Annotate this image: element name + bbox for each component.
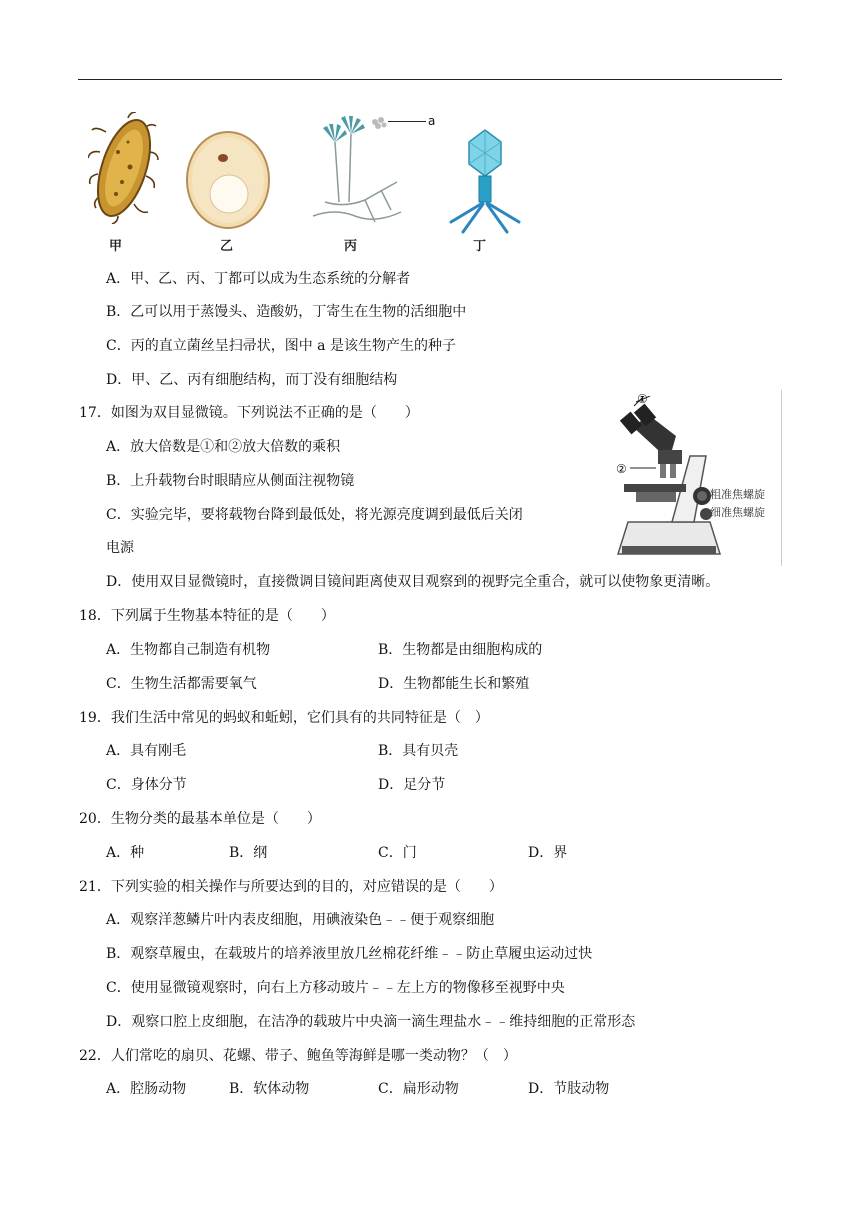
q19-option-d: D．足分节 [378,777,446,793]
q17-option-a: A．放大倍数是①和②放大倍数的乘积 [106,439,341,455]
q17-option-c: C．实验完毕，要将载物台降到最低处，将光源亮度调到最低后关闭 [106,507,523,523]
q17-stem: 17．如图为双目显微镜。下列说法不正确的是（ ） [79,405,419,421]
q20-option-d: D．界 [528,845,568,861]
q21-option-a: A．观察洋葱鳞片叶内表皮细胞，用碘液染色﹣﹣便于观察细胞 [106,912,495,928]
q20-option-b: B．纲 [229,845,268,861]
q19-option-a: A．具有刚毛 [106,743,187,759]
microscope-illustration [614,396,724,564]
yeast-cell-illustration [185,130,271,230]
microscope-label-2: ② [616,462,627,476]
q16-option-c: C．丙的直立菌丝呈扫帚状，图中 a 是该生物产生的种子 [106,338,456,354]
figure-label-jia: 甲 [109,239,123,254]
q21-option-c: C．使用显微镜观察时，向右上方移动玻片﹣﹣左上方的物像移至视野中央 [106,980,565,996]
q19-stem: 19．我们生活中常见的蚂蚁和蚯蚓，它们具有的共同特征是（ ） [79,710,489,726]
q19-option-c: C．身体分节 [106,777,187,793]
q21-option-d: D．观察口腔上皮细胞，在洁净的载玻片中央滴一滴生理盐水﹣﹣维持细胞的正常形态 [106,1014,636,1030]
label-line-a [388,121,426,122]
q17-option-b: B．上升载物台时眼睛应从侧面注视物镜 [106,473,355,489]
q21-stem: 21．下列实验的相关操作与所要达到的目的，对应错误的是（ ） [79,879,503,895]
figure-label-ding: 丁 [473,239,487,254]
q17-option-d: D．使用双目显微镜时，直接微调目镜间距离使双目观察到的视野完全重合，就可以使物象更清晰。 [106,574,720,590]
microscope-label-fine-focus: 细准焦螺旋 [710,506,765,519]
q18-stem: 18．下列属于生物基本特征的是（ ） [79,608,335,624]
q16-option-d: D．甲、乙、丙有细胞结构，而丁没有细胞结构 [106,372,398,388]
figure-label-yi: 乙 [220,239,234,254]
q16-option-b: B．乙可以用于蒸馒头、造酸奶，丁寄生在生物的活细胞中 [106,304,467,320]
q22-stem: 22．人们常吃的扇贝、花螺、带子、鲍鱼等海鲜是哪一类动物？（ ） [79,1048,517,1064]
virus-illustration [445,128,525,240]
q20-stem: 20．生物分类的最基本单位是（ ） [79,811,321,827]
q22-option-a: A．腔肠动物 [106,1081,187,1097]
q18-option-d: D．生物都能生长和繁殖 [378,676,530,692]
bacterium-illustration [88,112,160,224]
q22-option-c: C．扁形动物 [378,1081,459,1097]
label-a: a [428,114,436,128]
q17-option-c-cont: 电源 [106,540,134,556]
figure-label-bing: 丙 [344,239,358,254]
q20-option-a: A．种 [106,845,145,861]
q20-option-c: C．门 [378,845,417,861]
q19-option-b: B．具有贝壳 [378,743,459,759]
q21-option-b: B．观察草履虫，在载玻片的培养液里放几丝棉花纤维﹣﹣防止草履虫运动过快 [106,946,593,962]
q18-option-c: C．生物生活都需要氧气 [106,676,257,692]
q22-option-d: D．节肢动物 [528,1081,610,1097]
header-rule [78,79,782,80]
microscope-label-1: ① [637,392,648,406]
microscope-label-coarse-focus: 粗准焦螺旋 [710,488,765,501]
mold-illustration [305,112,405,230]
q22-option-b: B．软体动物 [229,1081,310,1097]
q16-option-a: A．甲、乙、丙、丁都可以成为生态系统的分解者 [106,271,411,287]
q18-option-b: B．生物都是由细胞构成的 [378,642,543,658]
q18-option-a: A．生物都自己制造有机物 [106,642,271,658]
